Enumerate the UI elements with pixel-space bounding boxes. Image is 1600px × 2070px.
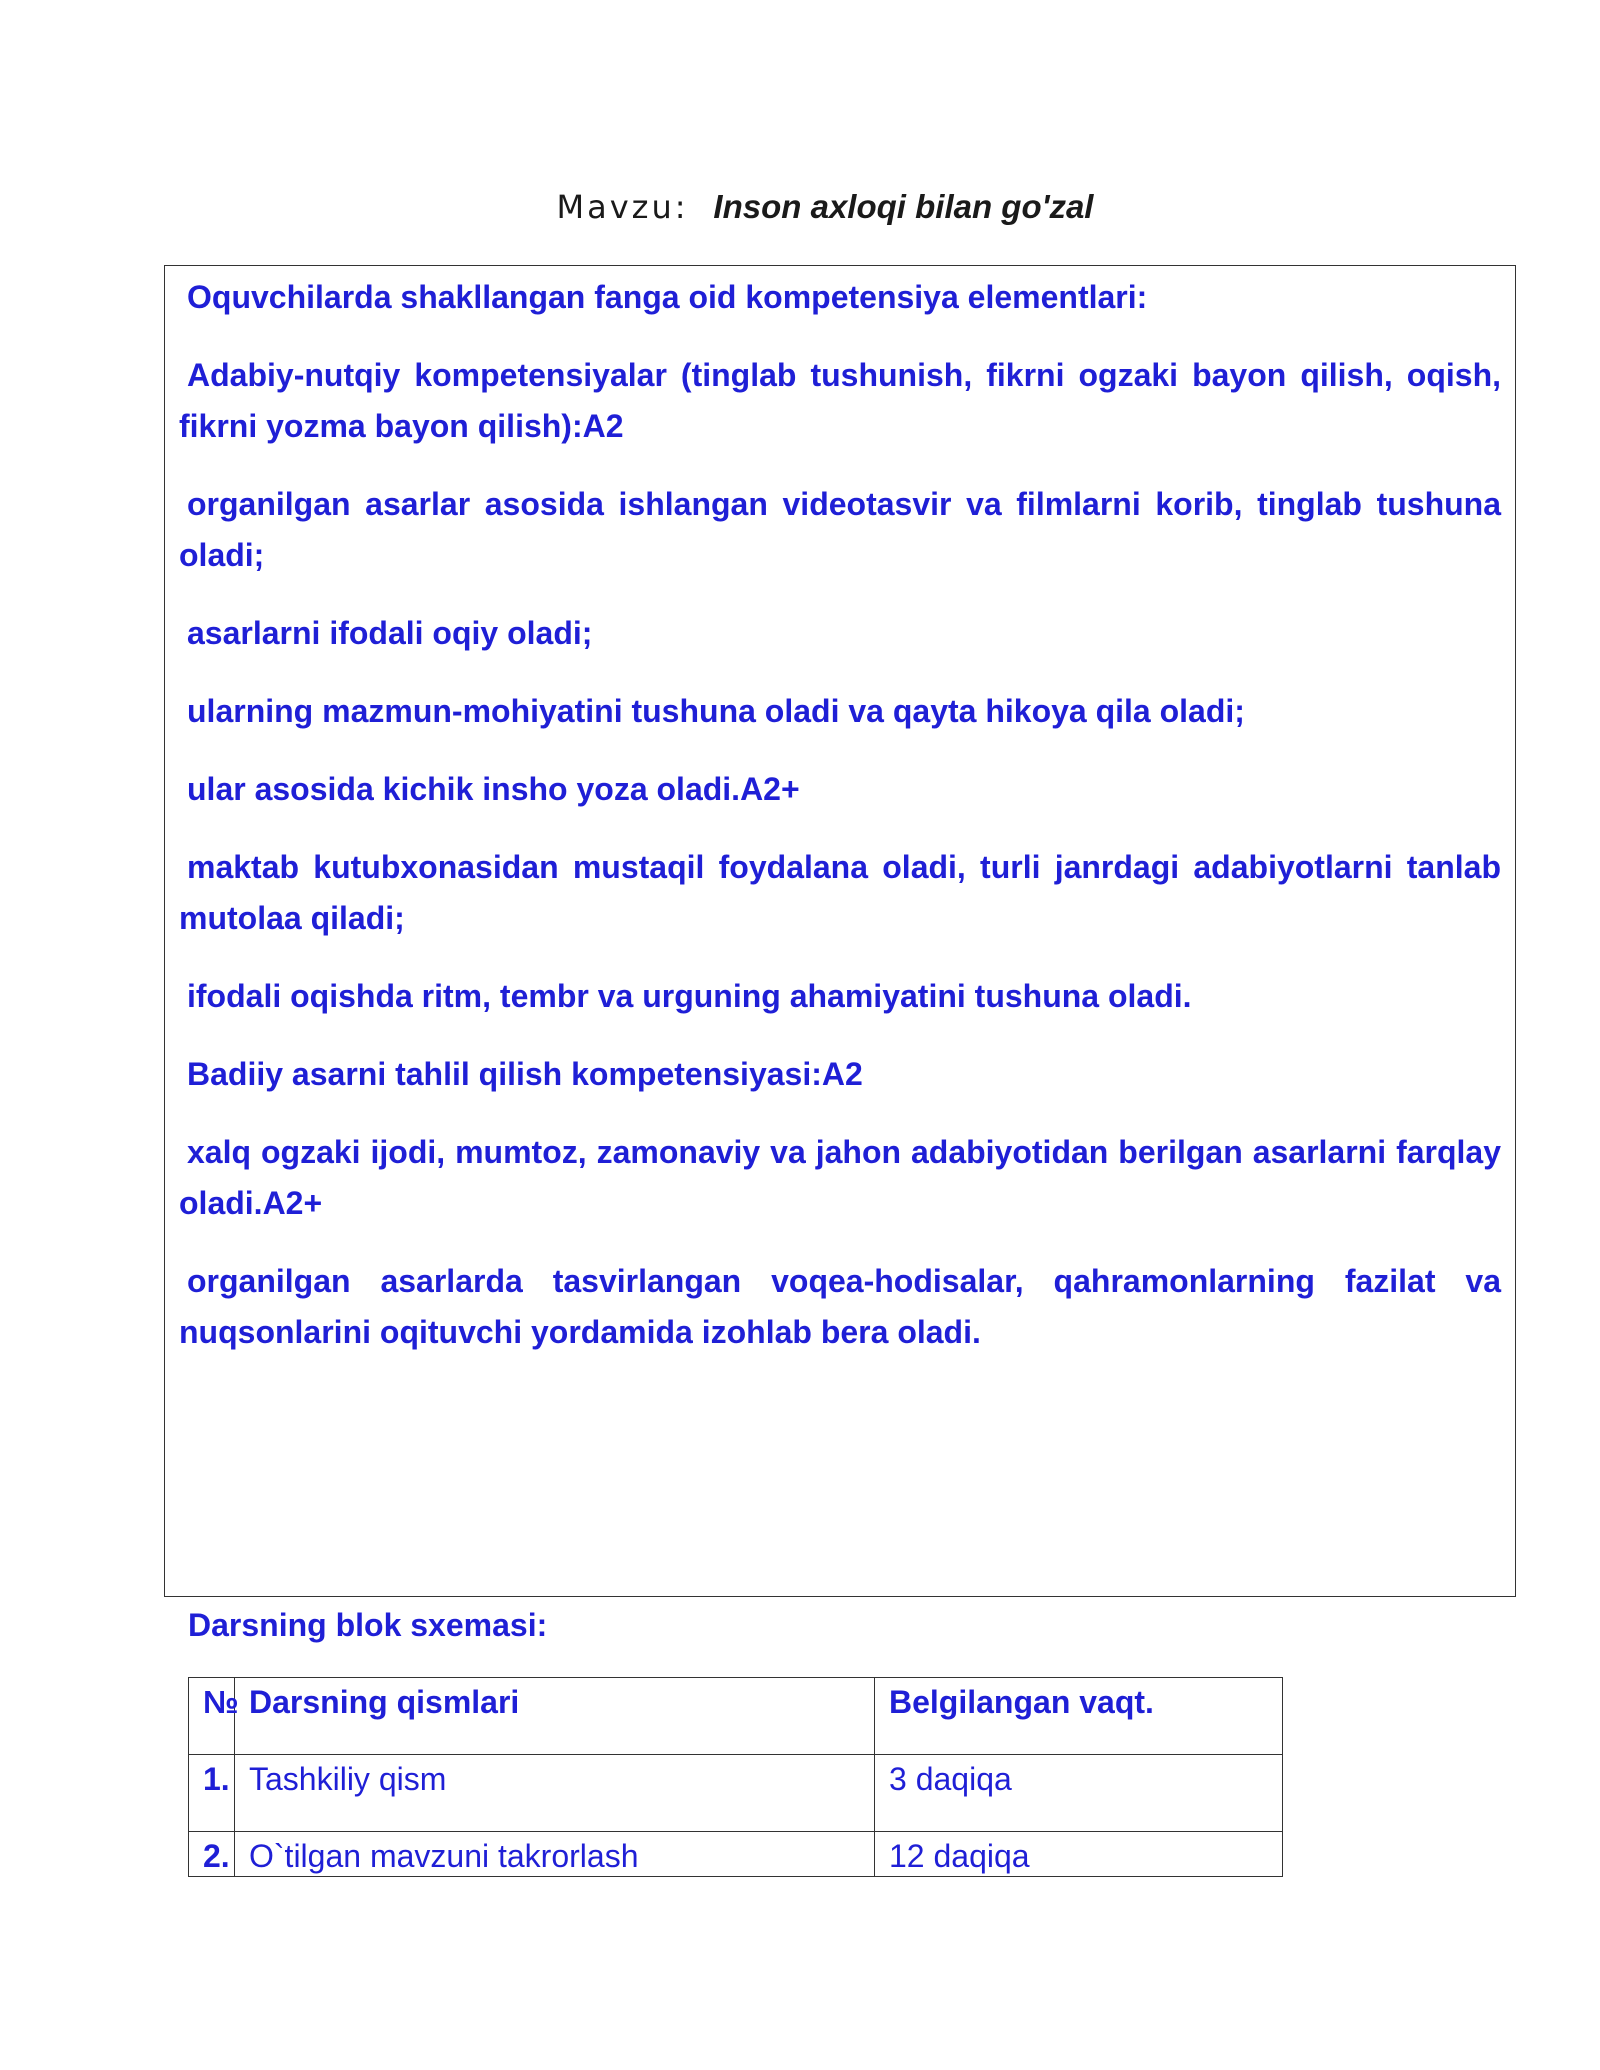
header-number: № [189,1678,235,1755]
block-scheme-heading: Darsning blok sxemasi: [188,1607,548,1643]
competency-item: ifodali oqishda ritm, tembr va urguning ahamiyatini tushuna oladi. [187,978,1192,1014]
row-number: 1. [189,1755,235,1832]
page-title [0,188,1600,226]
title-label: Mavzu: [556,188,689,226]
competency-item: xalq ogzaki ijodi, mumtoz, zamonaviy va jahon adabiyotidan berilgan asarlarni farqlay oladi.A2+ [179,1134,1501,1221]
competency-item: Adabiy-nutqiy kompetensiyalar (tinglab tushunish, fikrni ogzaki bayon qilish, oqish, fikrni yozma bayon qilish):A2 [179,357,1501,444]
competency-box [164,265,1516,1597]
table-header-row [189,1678,1283,1755]
title-topic: Inson axloqi bilan go'zal [713,188,1094,225]
table-row [189,1755,1283,1832]
competency-item: ular asosida kichik insho yoza oladi.A2+ [187,771,800,807]
competency-item: ularning mazmun-mohiyatini tushuna oladi va qayta hikoya qila oladi; [187,693,1245,729]
competency-item: organilgan asarlarda tasvirlangan voqea-hodisalar, qahramonlarning fazilat va nuqsonlarini oqituvchi yordamida izohlab bera oladi. [179,1263,1501,1350]
row-number: 2. [189,1832,235,1877]
competency-item: asarlarni ifodali oqiy oladi; [187,615,593,651]
row-lesson-part: Tashkiliy qism [235,1755,875,1832]
header-allotted-time: Belgilangan vaqt. [875,1678,1283,1755]
block-scheme-table [188,1677,1283,1877]
competency-subheading: Badiiy asarni tahlil qilish kompetensiyasi:A2 [187,1056,863,1092]
header-lesson-part: Darsning qismlari [235,1678,875,1755]
table-row [189,1832,1283,1877]
row-allotted-time: 3 daqiqa [875,1755,1283,1832]
competency-item: organilgan asarlar asosida ishlangan videotasvir va filmlarni korib, tinglab tushuna oladi; [179,486,1501,573]
row-lesson-part: O`tilgan mavzuni takrorlash [235,1832,875,1877]
row-allotted-time: 12 daqiqa [875,1832,1283,1877]
competency-heading: Oquvchilarda shakllangan fanga oid kompetensiya elementlari: [187,279,1148,315]
competency-item: maktab kutubxonasidan mustaqil foydalana oladi, turli janrdagi adabiyotlarni tanlab mutolaa qiladi; [179,849,1501,936]
